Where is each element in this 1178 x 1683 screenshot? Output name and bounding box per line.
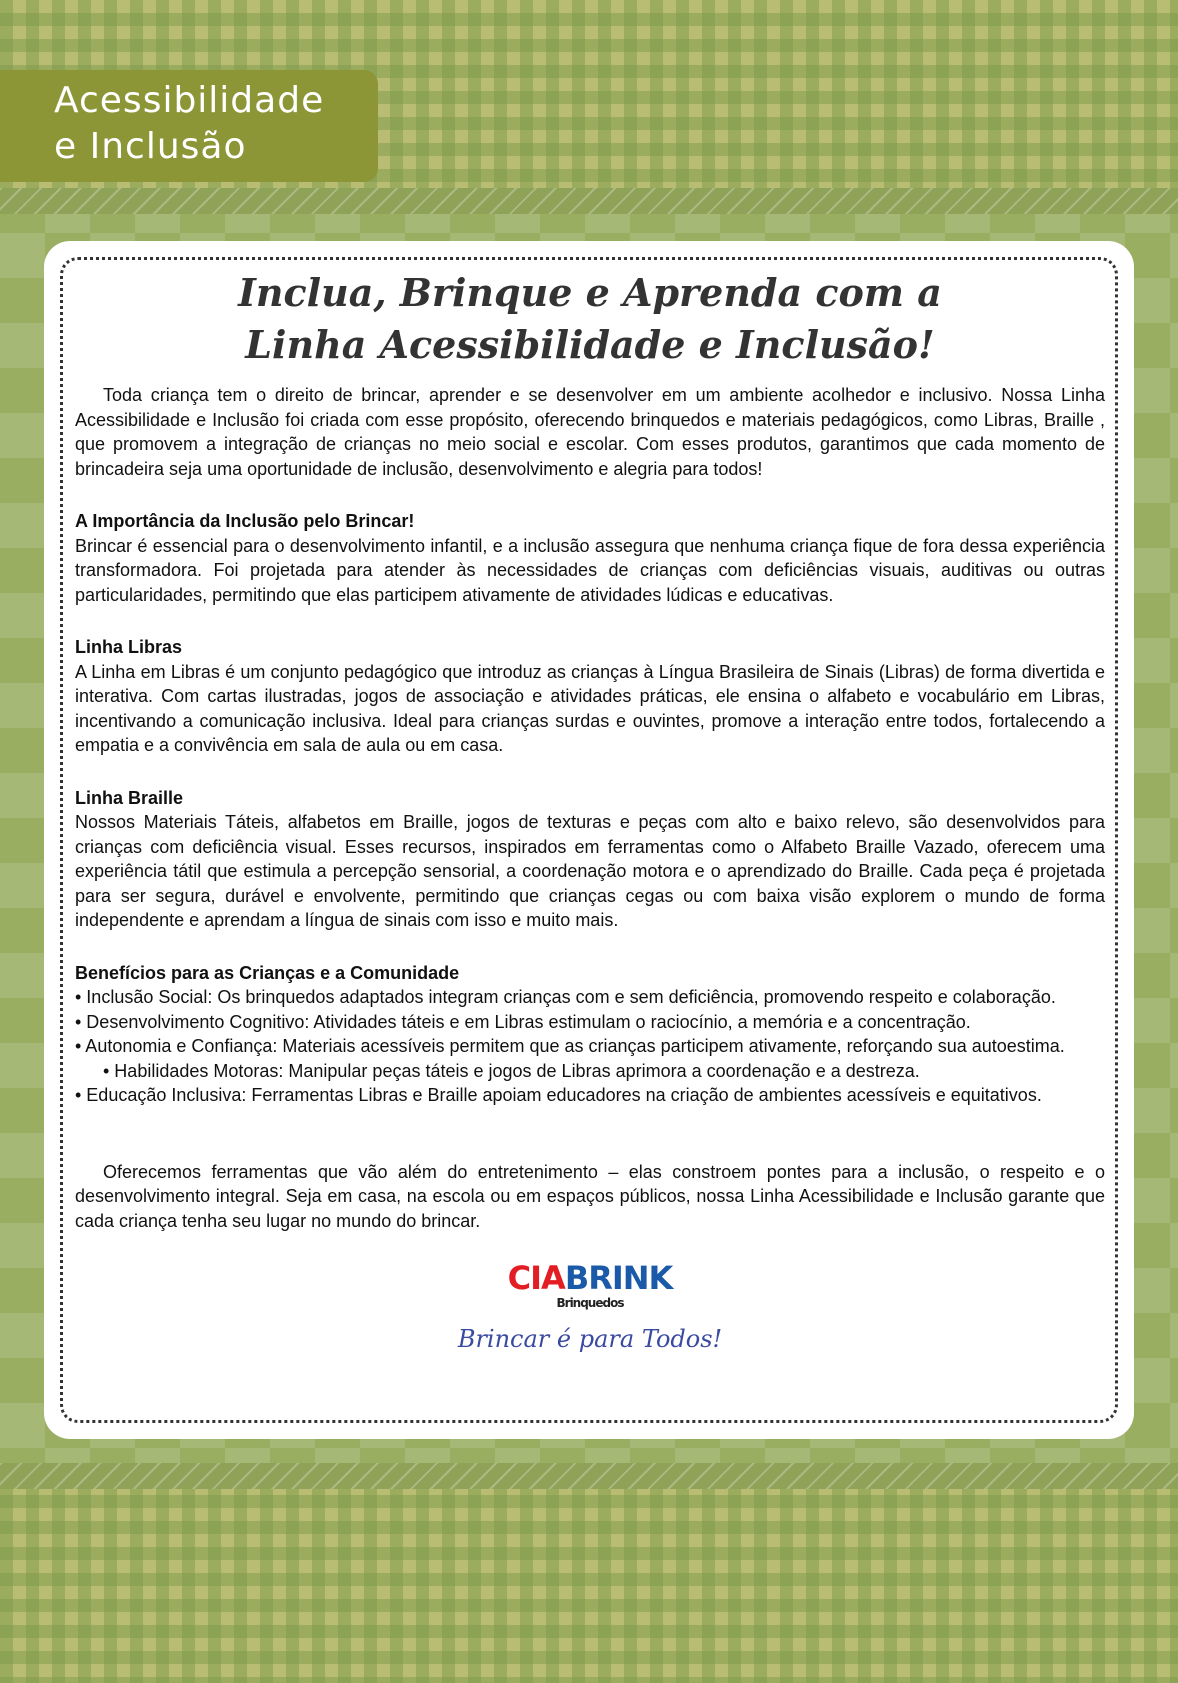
page-title [75,267,1105,371]
brand-block [75,1261,1105,1354]
benefit-item: • Educação Inclusiva: Ferramentas Libras e Braille apoiam educadores na criação de ambientes acessíveis e equitativos. [75,1085,1042,1105]
section-heading-importancia: A Importância da Inclusão pelo Brincar! [75,511,415,531]
header-title-line1: Acessibilidade [54,80,325,121]
section-body-braille: Nossos Materiais Táteis, alfabetos em Braille, jogos de texturas e peças com alto e baixo relevo, são desenvolvidos para crianças com deficiência visual. Esses recursos, inspirados em ferramentas como o Alfabeto Braille Vazado, oferecem uma experiência tátil que estimula a percepção sensorial, a coordenação motora e o aprendizado do Braille. Cada peça é projetada para ser segura, durável e envolvente, permitindo que crianças cegas ou com baixa visão explorem o mundo de forma independente e aprendam a língua de sinais com isso e muito mais. [75,812,1105,930]
card-content [75,267,1105,1354]
title-line2: Linha Acessibilidade e Inclusão! [245,322,935,367]
benefit-item: • Habilidades Motoras: Manipular peças táteis e jogos de Libras aprimora a coordenação e a destreza. [103,1060,920,1081]
logo-subtitle: Brinquedos [556,1296,624,1310]
section-header-tab [0,70,378,182]
slogan: Brincar é para Todos! [457,1324,723,1353]
intro-paragraph: Toda criança tem o direito de brincar, aprender e se desenvolver em um ambiente acolhedor e inclusivo. Nossa Linha Acessibilidade e Inclusão foi criada com esse propósito, oferecendo brinquedos e materiais pedagógicos, como Libras, Braille , que promovem a integração de crianças no meio social e escolar. Com esses produtos, garantimos que cada momento de brincadeira seja uma oportunidade de inclusão, desenvolvimento e alegria para todos! [75,385,1105,479]
benefit-item: • Autonomia e Confiança: Materiais acessíveis permitem que as crianças participem ativamente, reforçando sua autoestima. [75,1036,1065,1056]
section-heading-libras: Linha Libras [75,637,183,657]
decorative-stripe-top [0,188,1178,214]
title-line1: Inclua, Brinque e Aprenda com a [238,270,942,315]
benefit-item: • Inclusão Social: Os brinquedos adaptados integram crianças com e sem deficiência, promovendo respeito e colaboração. [75,987,1056,1007]
decorative-stripe-bottom [0,1463,1178,1489]
benefit-item: • Desenvolvimento Cognitivo: Atividades táteis e em Libras estimulam o raciocínio, a memória e a concentração. [75,1011,971,1032]
ciabrink-logo: CIABRINK Brinquedos [507,1259,673,1310]
header-title-line2: e Inclusão [54,126,247,167]
section-body-importancia: Brincar é essencial para o desenvolvimento infantil, e a inclusão assegura que nenhuma criança fique de fora dessa experiência transformadora. Foi projetada para atender às necessidades de crianças com deficiências visuais, auditivas ou outras particularidades, permitindo que elas participem ativamente de atividades lúdicas e educativas. [75,535,1105,605]
section-heading-braille: Linha Braille [75,787,184,808]
section-body-libras: A Linha em Libras é um conjunto pedagógico que introduz as crianças à Língua Brasileira de Sinais (Libras) de forma divertida e interativa. Com cartas ilustradas, jogos de associação e atividades práticas, ele ensina o alfabeto e vocabulário em Libras, incentivando a comunicação inclusiva. Ideal para crianças surdas e ouvintes, promove a interação entre todos, fortalecendo a empatia e a convivência em sala de aula ou em casa. [75,661,1105,755]
benefits-heading: Benefícios para as Crianças e a Comunidade [75,962,460,983]
closing-paragraph: Oferecemos ferramentas que vão além do entretenimento – elas constroem pontes para a inclusão, o respeito e o desenvolvimento integral. Seja em casa, na escola ou em espaços públicos, nossa Linha Acessibilidade e Inclusão garante que cada criança tenha seu lugar no mundo do brincar. [75,1161,1105,1231]
content-card [44,241,1134,1439]
